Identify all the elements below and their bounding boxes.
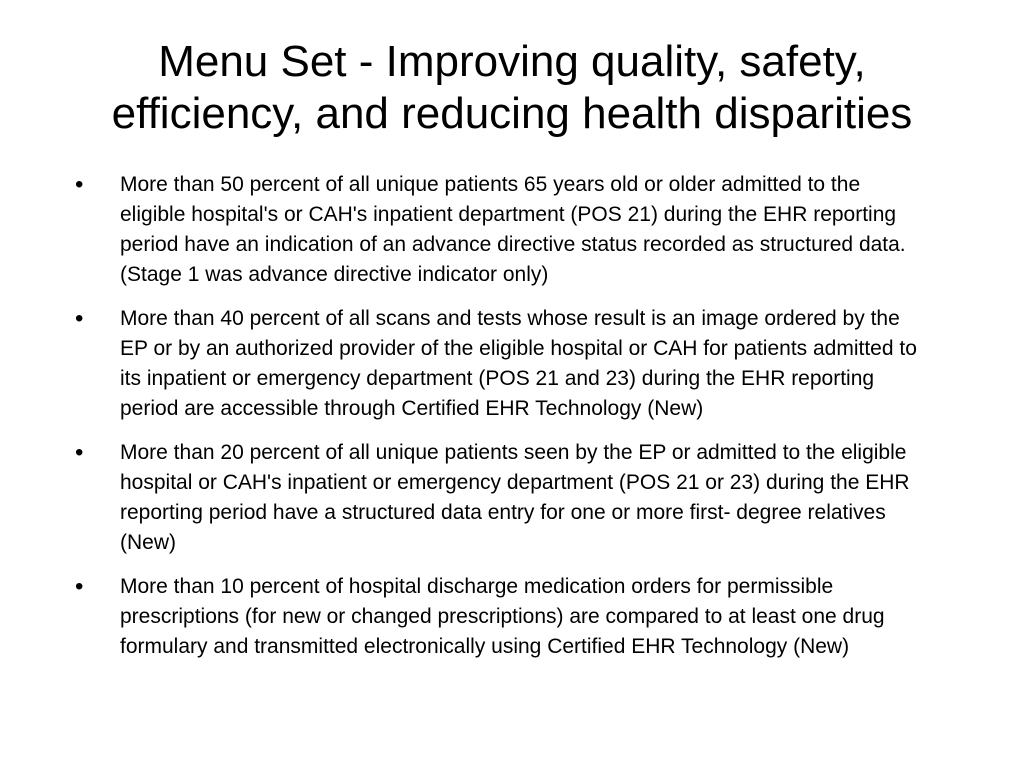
slide-title: Menu Set - Improving quality, safety, efficiency, and reducing health disparities (111, 37, 913, 138)
bullet-icon: • (75, 439, 84, 466)
bullet-text: More than 40 percent of all scans and tests whose result is an image ordered by the EP or by an authorized provider of the eligible hospital or CAH for patients admitted to its inpatient or emergency department (POS 21 and 23) during the EHR reporting period are accessible through Certified EHR Technology (New) (120, 307, 917, 420)
bullet-item (75, 304, 925, 424)
bullet-text: More than 10 percent of hospital discharge medication orders for permissible prescriptions (for new or changed prescriptions) are compared to at least one drug formulary and transmitted electronically using Certified EHR Technology (New) (120, 575, 885, 658)
bullet-text: More than 50 percent of all unique patients 65 years old or older admitted to the eligible hospital's or CAH's inpatient department (POS 21) during the EHR reporting period have an indication of an advance directive status recorded as structured data. (Stage 1 was advance directive indicator only) (120, 173, 906, 286)
bullet-item (75, 572, 925, 662)
bullet-item (75, 170, 925, 290)
bullet-list (75, 170, 925, 676)
bullet-icon: • (75, 305, 84, 332)
bullet-icon: • (75, 171, 84, 198)
bullet-text: More than 20 percent of all unique patients seen by the EP or admitted to the eligible hospital or CAH's inpatient or emergency department (POS 21 or 23) during the EHR reporting period have a structured data entry for one or more first- degree relatives (New) (120, 441, 910, 554)
bullet-icon: • (75, 573, 84, 600)
bullet-item (75, 438, 925, 558)
